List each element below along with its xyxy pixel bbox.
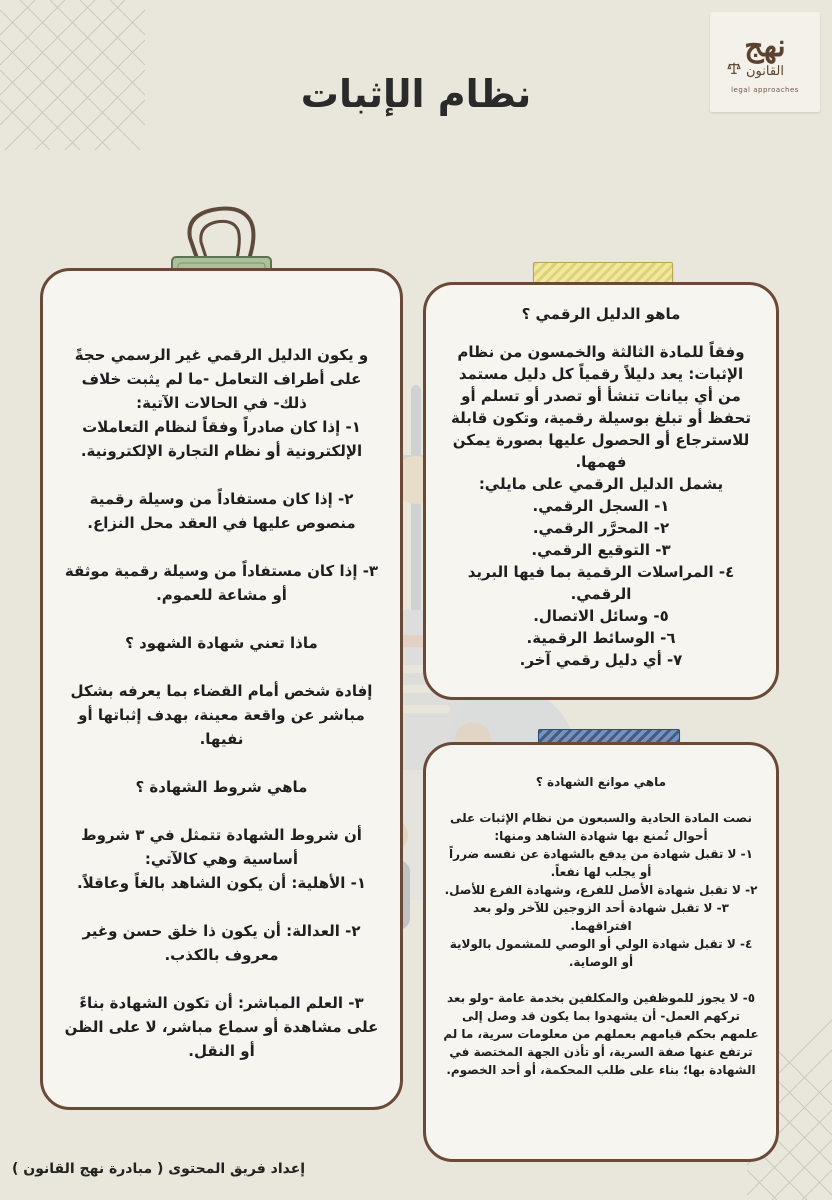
- testimony-impediments-heading: ماهي موانع الشهادة ؟: [535, 775, 667, 789]
- testimony-impediments-card: [423, 742, 779, 1162]
- page-title: نظام الإثبات: [300, 72, 532, 116]
- logo-sub-text: القانون: [746, 64, 784, 79]
- digital-evidence-heading: ماهو الدليل الرقمي ؟: [521, 305, 681, 323]
- logo-english-text: legal approaches: [731, 86, 799, 94]
- brand-logo: [710, 12, 820, 112]
- witness-testimony-body: و يكون الدليل الرقمي غير الرسمي حجةً على أطراف التعامل -ما لم يثبت خلاف ذلك- في الحالات الآتية: ١- إذا كان صادراً وفقاً لنظام التعاملات الإلكترونية أو نظام التجارة الإلكترونية. ٢- إذا كان مستفاداً من وسيلة رقمية منصوص عليها في العقد محل النزاع. ٣- إذا كان مستفاداً من وسيلة رقمية موثقة أو مشاعة للعموم. ماذا تعني شهادة الشهود ؟ إفادة شخص أمام القضاء بما يعرفه بشكل مباشر عن واقعة معينة، بهدف إثباتها أو نفيها. ماهي شروط الشهادة ؟ أن شروط الشهادة تتمثل في ٣ شروط أساسية وهي كالآتي: ١- الأهلية: أن يكون الشاهد بالغاً وعاقلاً. ٢- العدالة: أن يكون ذا خلق حسن وغير معروف بالكذب. ٣- العلم المباشر: أن تكون الشهادة بناءً على مشاهدة أو سماع مباشر، لا على الظن أو النقل.: [64, 346, 379, 1060]
- digital-evidence-body: وفقاً للمادة الثالثة والخمسون من نظام الإثبات: يعد دليلاً رقمياً كل دليل مستمد من أي بيانات تنشأ أو تصدر أو تسلم أو تحفظ أو تبلغ بوسيلة رقمية، وتكون قابلة للاسترجاع أو الحصول عليها بصورة يمكن فهمها. يشمل الدليل الرقمي على مايلي: ١- السجل الرقمي. ٢- المحرَّر الرقمي. ٣- التوقيع الرقمي. ٤- المراسلات الرقمية بما فيها البريد الرقمي. ٥- وسائل الاتصال. ٦- الوسائط الرقمية. ٧- أي دليل رقمي آخر.: [451, 343, 751, 669]
- footer-credit: إعداد فريق المحتوى ( مبادرة نهج القانون ): [12, 1161, 306, 1177]
- witness-testimony-card: [40, 268, 403, 1110]
- logo-main-text: نهج: [744, 29, 786, 64]
- digital-evidence-card: [423, 282, 779, 700]
- testimony-impediments-body: نصت المادة الحادية والسبعون من نظام الإثبات على أحوال تُمنع بها شهادة الشاهد ومنها: ١- لا تقبل شهادة من يدفع بالشهادة عن نفسه ضرراً أو يجلب لها نفعاً. ٢- لا تقبل شهادة الأصل للفرع، وشهادة الفرع للأصل. ٣- لا تقبل شهادة أحد الزوجين للآخر ولو بعد افتراقهما. ٤- لا تقبل شهادة الولي أو الوصي للمشمول بالولاية أو الوصاية. ٥- لا يجوز للموظفين والمكلفين بخدمة عامة -ولو بعد تركهم العمل- أن يشهدوا بما يكون قد وصل إلى علمهم بحكم قيامهم بعملهم من معلومات سرية، ما لم ترتفع عنها صفة السرية، أو تأذن الجهة المختصة في الشهادة بها؛ بناء على طلب المحكمة، أو أحد الخصوم.: [443, 811, 759, 1077]
